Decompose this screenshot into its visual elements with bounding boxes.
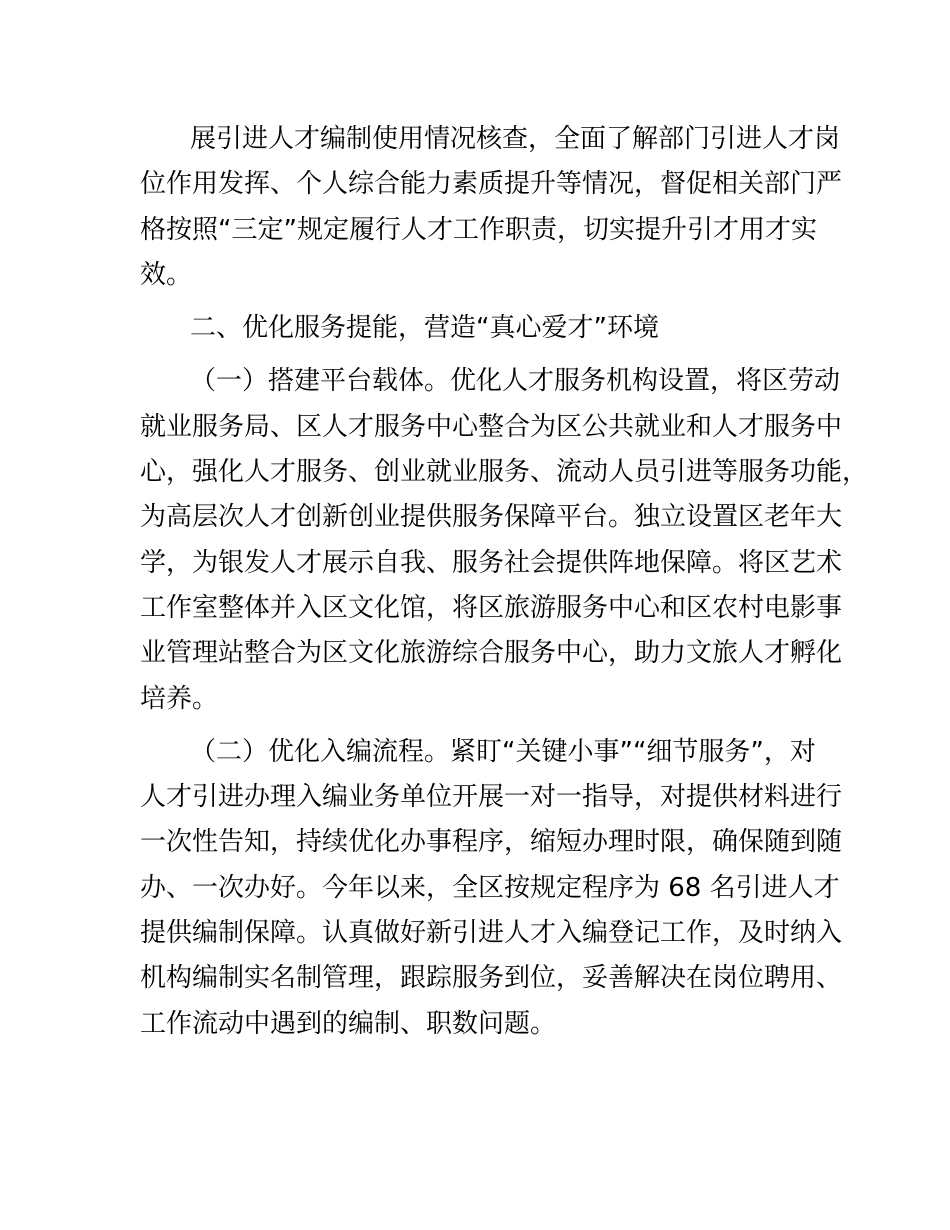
text-line: 为高层次人才创新创业提供服务保障平台。独立设置区老年大: [140, 502, 843, 533]
text-line: 工作流动中遇到的编制、职数问题。: [140, 1008, 557, 1039]
text-line: 心，强化人才服务、创业就业服务、流动人员引进等服务功能，: [140, 457, 869, 488]
document-page: [140, 117, 869, 1047]
text-line: 人才引进办理入编业务单位开展一对一指导，对提供材料进行: [140, 782, 843, 813]
paragraph-process: [140, 730, 843, 1047]
text-line: 效。: [140, 259, 193, 290]
text-line: 工作室整体并入区文化馆，将区旅游服务中心和区农村电影事: [140, 592, 843, 623]
text-line: （一）搭建平台载体。优化人才服务机构设置，将区劳动: [190, 366, 841, 397]
text-line: 格按照“三定”规定履行人才工作职责，切实提升引才用才实: [140, 214, 817, 245]
paragraph-platform: [140, 359, 869, 721]
text-line: （二）优化入编流程。紧盯“关键小事”“细节服务”，对: [190, 736, 816, 767]
text-line: 位作用发挥、个人综合能力素质提升等情况，督促相关部门严: [140, 169, 843, 200]
text-line: 提供编制保障。认真做好新引进人才入编登记工作，及时纳入: [140, 918, 843, 949]
text-line: 培养。: [140, 683, 219, 714]
heading-line: 二、优化服务提能，营造“真心爱才”环境: [190, 313, 659, 344]
text-line: 展引进人才编制使用情况核查，全面了解部门引进人才岗: [190, 124, 841, 154]
text-line: 机构编制实名制管理，跟踪服务到位，妥善解决在岗位聘用、: [140, 963, 843, 994]
text-line: 学，为银发人才展示自我、服务社会提供阵地保障。将区艺术: [140, 547, 843, 578]
text-line: 就业服务局、区人才服务中心整合为区公共就业和人才服务中: [140, 411, 843, 442]
text-line: 业管理站整合为区文化旅游综合服务中心，助力文旅人才孵化: [140, 638, 843, 669]
paragraph-intro-continuation: [140, 117, 843, 298]
text-line: 办、一次办好。今年以来，全区按规定程序为 68 名引进人才: [140, 872, 840, 903]
text-line: 一次性告知，持续优化办事程序，缩短办理时限，确保随到随: [140, 827, 843, 858]
section-heading: [140, 306, 830, 351]
